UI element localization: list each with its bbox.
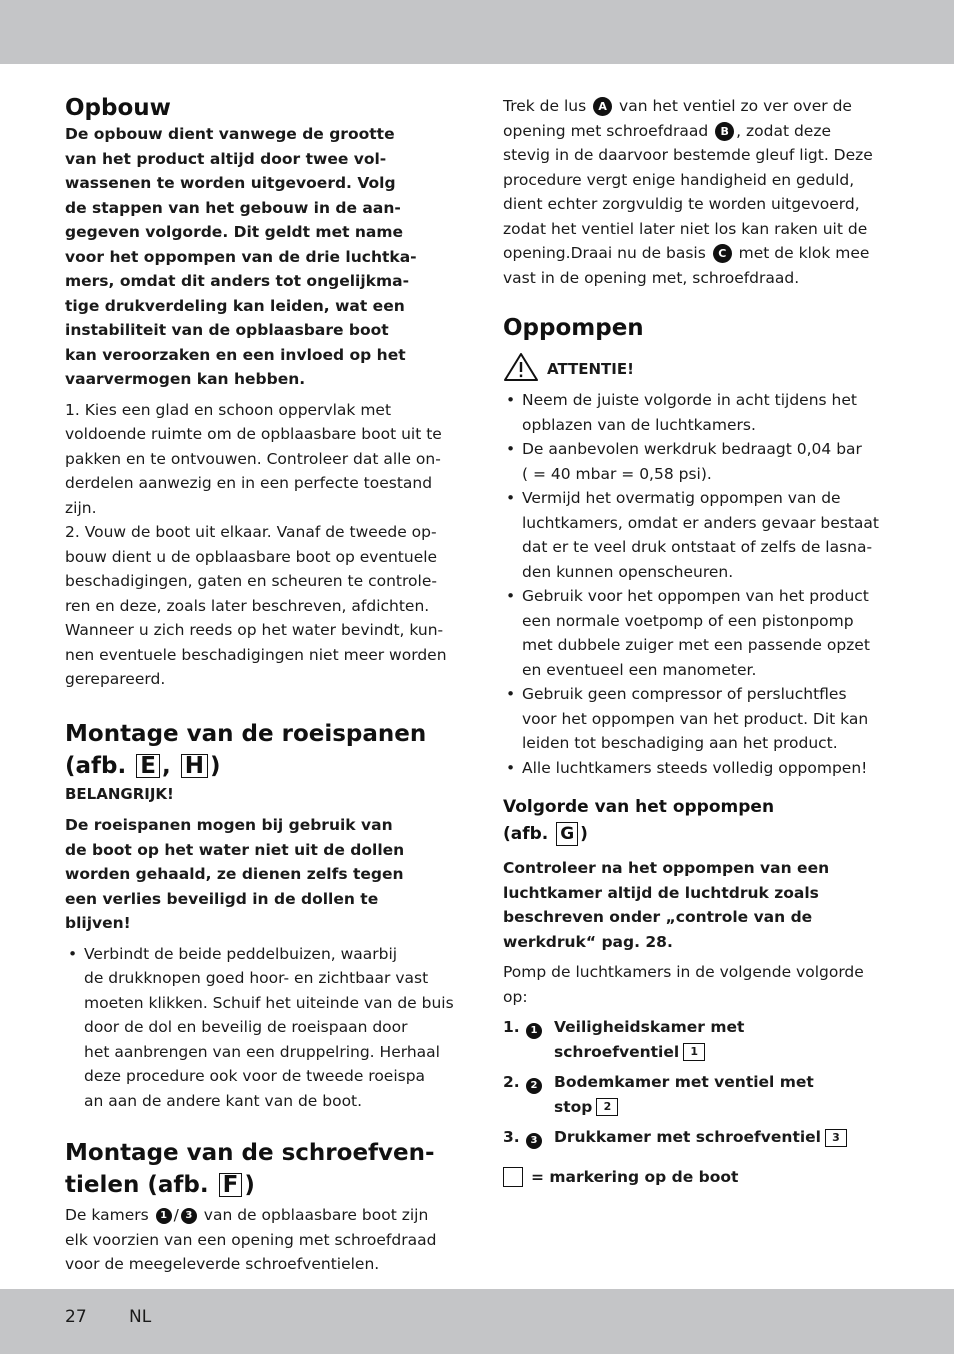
figure-ref-f: F [219, 1173, 243, 1197]
figure-ref-g: G [556, 822, 578, 846]
step-item: 3. 3 Drukkamer met schroefventiel 3 [503, 1125, 893, 1153]
number-3-icon: 3 [526, 1133, 542, 1149]
oppompen-list [503, 388, 893, 780]
page-number: 27 [65, 1307, 87, 1327]
section-oppompen [503, 312, 893, 780]
figure-ref-e: E [136, 754, 160, 778]
section-title-opbouw: Opbouw [65, 95, 171, 121]
volgorde-check: Controleer na het oppompen van een luchtkamer altijd de luchtdruk zoals beschreven onder „controle van de werkdruk“ pag. 28. [503, 859, 830, 951]
number-2-icon: 2 [526, 1078, 542, 1094]
right-column [503, 94, 893, 1189]
trek-paragraph: Trek de lus A van het ventiel zo ver over de opening met schroefdraad B , zodat deze stevig in de daarvoor bestemde gleuf ligt. Deze procedure vergt enige handigheid en geduld, dient echter zorgvuldig te worden uitgevoerd, zodat het ventiel later niet los kan raken uit de opening.Draai nu de basis C met de klok mee vast in de opening met, schroefdraad. [503, 97, 873, 287]
list-item: • Vermijd het overmatig oppompen van de luchtkamers, omdat er anders gevaar bestaat dat er te veel druk ontstaat of zelfs de lasna- den kunnen openscheuren. [503, 486, 893, 584]
section-volgorde [503, 794, 893, 1189]
number-3-icon: 3 [181, 1208, 197, 1224]
step-item: 1. 1 Veiligheidskamer met schroefventiel 1 [503, 1018, 745, 1061]
marker-legend: = markering op de boot [503, 1165, 893, 1190]
opbouw-step-2: 2. Vouw de boot uit elkaar. Vanaf de tweede op- bouw dient u de opblaasbare boot op eventuele beschadigingen, gaten en scheuren te controle- ren en deze, zoals later beschreven, afdichten. Wanneer u zich reeds op het water bevindt, kun- nen eventuele beschadigingen niet meer worden gerepareerd. [65, 523, 447, 688]
step-item: 2. 2 Bodemkamer met ventiel met stop 2 [503, 1073, 814, 1116]
attention-row [503, 352, 893, 382]
number-1-icon: 1 [156, 1208, 172, 1224]
footer-bar [0, 1289, 954, 1354]
section-title-oppompen: Oppompen [503, 315, 644, 341]
list-item: • Neem de juiste volgorde in acht tijdens het opblazen van de luchtkamers. [503, 388, 893, 437]
figure-ref-h: H [181, 754, 208, 778]
section-schroefventielen [65, 1137, 455, 1277]
volgorde-steps [503, 1015, 893, 1153]
list-item: • De aanbevolen werkdruk bedraagt 0,04 bar ( = 40 mbar = 0,58 psi). [503, 437, 893, 486]
attention-label: ATTENTIE! [547, 359, 634, 378]
roeispanen-warning: De roeispanen mogen bij gebruik van de boot op het water niet uit de dollen worden gehaald, ze dienen zelfs tegen een verlies beveiligd in de dollen te blijven! [65, 816, 405, 932]
header-bar [0, 0, 954, 64]
number-1-icon: 1 [526, 1023, 542, 1039]
letter-a-icon: A [593, 97, 612, 116]
list-item: • Gebruik geen compressor of persluchtfles voor het oppompen van het product. Dit kan leiden tot beschadiging aan het product. [503, 682, 893, 756]
roeispanen-list [65, 942, 455, 1114]
section-title-volgorde: Volgorde van het oppompen (afb. G ) [503, 797, 775, 844]
opbouw-intro: De opbouw dient vanwege de grootte van het product altijd door twee vol- wassenen te worden uitgevoerd. Volg de stappen van het gebouw in de aan- gegeven volgorde. Dit geldt met name voor het oppompen van de drie luchtka- mers, omdat dit anders tot ongelijkma- tige drukverdeling kan leiden, wat een instabiliteit van de opblaasbare boot kan veroorzaken en een invloed op het vaarvermogen kan hebben. [65, 125, 417, 388]
important-label: BELANGRIJK! [65, 784, 174, 803]
warning-triangle-icon [503, 352, 539, 382]
left-column [65, 92, 455, 1277]
marker-box: 1 [683, 1043, 705, 1061]
schroefventielen-text: De kamers 1 / 3 van de opblaasbare boot zijn [65, 1206, 429, 1224]
marker-box: 3 [825, 1129, 847, 1147]
letter-b-icon: B [715, 122, 734, 141]
list-item: • Alle luchtkamers steeds volledig oppompen! [503, 756, 893, 781]
marker-square-icon [503, 1167, 523, 1187]
language-code: NL [129, 1307, 152, 1327]
opbouw-step-1: 1. Kies een glad en schoon oppervlak met voldoende ruimte om de opblaasbare boot uit te pakken en te ontvouwen. Controleer dat alle on- derdelen aanwezig en in een perfecte toestand zijn. [65, 400, 442, 517]
letter-c-icon: C [713, 244, 732, 263]
section-roeispanen [65, 718, 455, 1114]
section-title-schroefventielen: Montage van de schroefven- tielen (afb. F ) [65, 1140, 435, 1198]
schroefventielen-text-2: elk voorzien van een opening met schroefdraad voor de meegeleverde schroefventielen. [65, 1230, 437, 1273]
volgorde-intro: Pomp de luchtkamers in de volgende volgorde op: [503, 963, 864, 1006]
section-title-roeispanen: Montage van de roeispanen (afb. E , H ) [65, 720, 427, 779]
list-item: • Gebruik voor het oppompen van het product een normale voetpomp of een pistonpomp met dubbele zuiger met een passende opzet en eventueel een manometer. [503, 584, 893, 682]
list-item: • Verbindt de beide peddelbuizen, waarbij de drukknopen goed hoor- en zichtbaar vast moeten klikken. Schuif het uiteinde van de buis door de dol en beveilig de roeispaan door het aanbrengen van een druppelring. Herhaal deze procedure ook voor de tweede roeispa an aan de andere kant van de boot. [65, 942, 455, 1114]
marker-box: 2 [596, 1098, 618, 1116]
